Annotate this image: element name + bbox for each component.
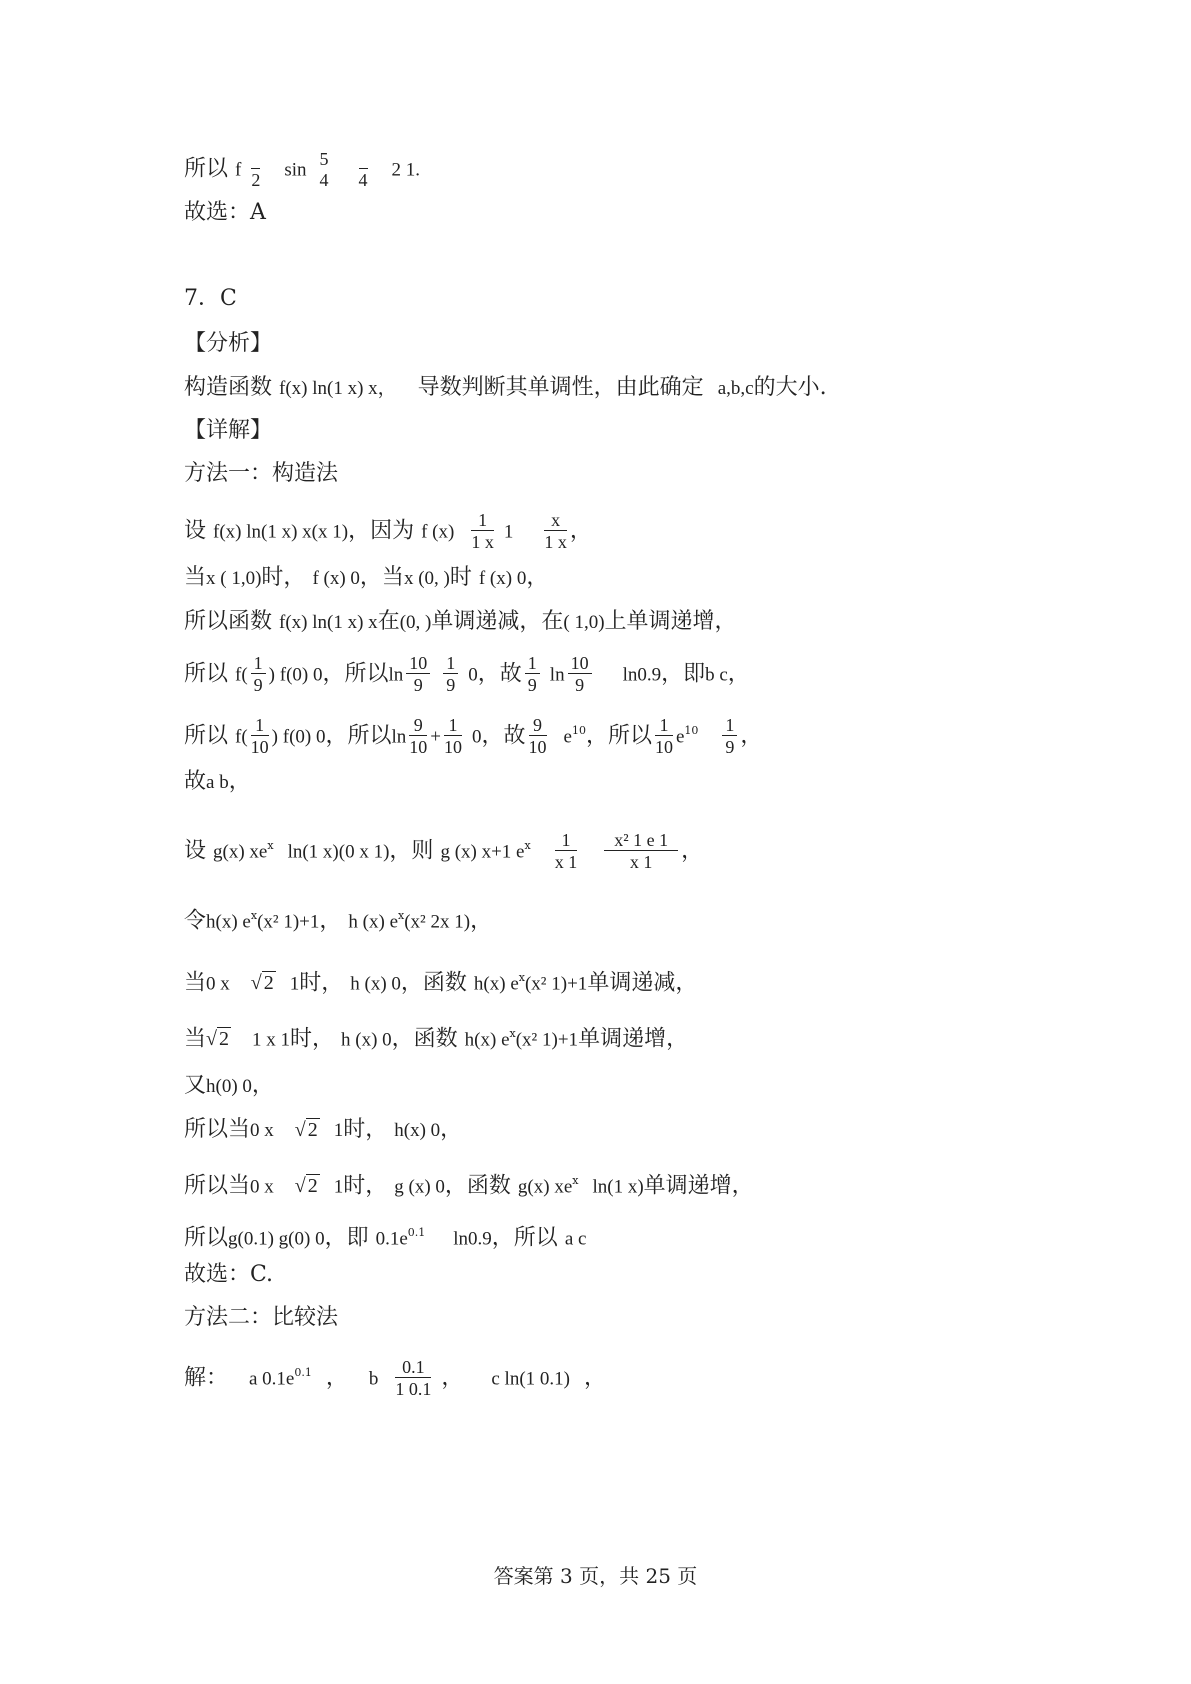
text: 所以	[184, 156, 229, 182]
line-1	[184, 148, 420, 191]
section-heading: 【详解】	[184, 418, 273, 443]
fraction: 4	[359, 148, 368, 191]
line-8	[184, 510, 592, 553]
fraction: $\frac{1}{9}$	[443, 653, 458, 696]
fraction: $\frac{9}{10}$	[409, 715, 428, 757]
text: ，	[569, 518, 592, 544]
math: a,b,c	[717, 378, 754, 399]
line-15: 令h(x) $e^x(x^2$ 1)+1， h (x) $e^x(x^2$ 2x 1)，	[184, 908, 493, 934]
sqrt: √ 2	[206, 1028, 229, 1051]
fraction: $\frac{\text{x² 1 e 1}}{x 1}$	[604, 830, 678, 873]
method-heading: 方法一：构造法	[184, 461, 339, 486]
answer-line: 故选：C.	[184, 1262, 274, 1287]
text: 构造函数	[184, 375, 273, 400]
fraction: $\frac{x}{1 x}$	[544, 510, 567, 552]
section-heading: 【分析】	[184, 331, 273, 356]
fraction: $\frac{1}{x 1}$	[554, 830, 578, 872]
math: 2 1.	[391, 159, 420, 181]
line-20: 所以当0 x √ 2 1时， g (x) 0，函数 g(x) $xe^x$ ln(1 x)单调递增，	[184, 1166, 754, 1202]
line-18: 又h(0) 0，	[184, 1073, 274, 1098]
text: 的大小.	[753, 375, 827, 400]
fraction: $\frac{1}{9}$	[722, 715, 737, 758]
fraction: $\frac{10}{9}$	[568, 653, 592, 696]
line-11: 所以 f( $\frac{1}{9}$ ) f(0) 0，所以ln $\frac{10}{9}$ $\frac{1}{9}$ 0，故 $\frac{1}{9}$ ln $\frac{10}{9}$ ln0.9，即b c，	[184, 653, 750, 695]
line-19: 所以当0 x √ 2 1时， h(x) 0，	[184, 1115, 462, 1146]
fraction: $\frac{0.1}{1 0.1}$	[395, 1357, 432, 1399]
line-13: 故a b，	[184, 769, 251, 794]
line-17: 当√ 2 1 x 1时， h (x) 0，函数 h(x) $e^x(x^2$ 1)+1单调递增，	[184, 1019, 688, 1055]
sqrt: √ 2	[294, 1175, 318, 1198]
line-21: 所以g(0.1) g(0) 0，即 $0.1e^{0.1}$ ln0.9，所以 a c	[184, 1225, 587, 1251]
fraction: $\frac{1}{10}$	[444, 715, 462, 757]
method-heading: 方法二：比较法	[184, 1305, 339, 1330]
sqrt: √ 2	[250, 972, 274, 995]
math: f(x) ln(1 x) x，	[279, 378, 397, 399]
line-5	[184, 373, 827, 404]
fraction: $\frac{10}{9}$	[406, 653, 430, 696]
fraction: $\frac{1}{9}$	[251, 653, 266, 696]
fraction: $\frac{9}{10}$	[528, 715, 547, 757]
fraction: $\frac{1}{1 x}$	[471, 510, 494, 552]
answer-line: 故选：A	[184, 200, 266, 225]
fraction: $\frac{1}{9}$	[525, 653, 540, 696]
math: f (x)	[421, 521, 455, 543]
text: 设	[184, 518, 207, 544]
fraction: 2	[251, 148, 260, 191]
fraction: 5 4	[319, 148, 329, 190]
line-16: 当0 x √ 2 1时， h (x) 0，函数 h(x) $e^x(x^2$ 1)+1单调递减，	[184, 963, 697, 999]
text: ，因为	[348, 518, 415, 544]
line-9: 当x ( 1,0)时， f (x) 0，当x (0, )时 f (x) 0，	[184, 565, 549, 590]
math: sin	[284, 159, 307, 181]
line-10: 所以函数 f(x) ln(1 x) x在(0, )单调递减，在( 1,0)上单调递增，	[184, 609, 737, 634]
math: f(x) ln(1 x) x(x 1)	[213, 521, 349, 543]
fraction: $\frac{1}{10}$	[654, 715, 673, 757]
sqrt: √ 2	[294, 1119, 318, 1141]
question-number: 7．C	[184, 286, 237, 311]
math: f	[235, 159, 242, 181]
math: 1	[503, 521, 514, 543]
page-footer: 答案第 3 页，共 25 页	[493, 1564, 698, 1588]
line-12: 所以 f( $\frac{1}{10}$ ) f(0) 0，所以ln $\frac{9}{10}$ + $\frac{1}{10}$ 0，故 $\frac{9}{10}$ $e^{10}$，所以 $\frac{1}{10}$ $e^{10}$ $\frac{1}{9}$ ，	[184, 715, 763, 757]
line-14: 设 g(x) $xe^x$ ln(1 x)(0 x 1)，则 g (x) x+1 $e^x$ $\frac{1}{x 1}$ $\frac{\text{x² 1 e 1}}{x 1}$ ，	[184, 830, 704, 872]
text: 导数判断其单调性，由此确定	[417, 375, 704, 400]
line-24: 解： a $0.1e^{0.1}$ ， b $\frac{0.1}{1 0.1}$ ， c ln(1 0.1) ，	[184, 1357, 607, 1399]
fraction: $\frac{1}{10}$	[250, 715, 269, 757]
